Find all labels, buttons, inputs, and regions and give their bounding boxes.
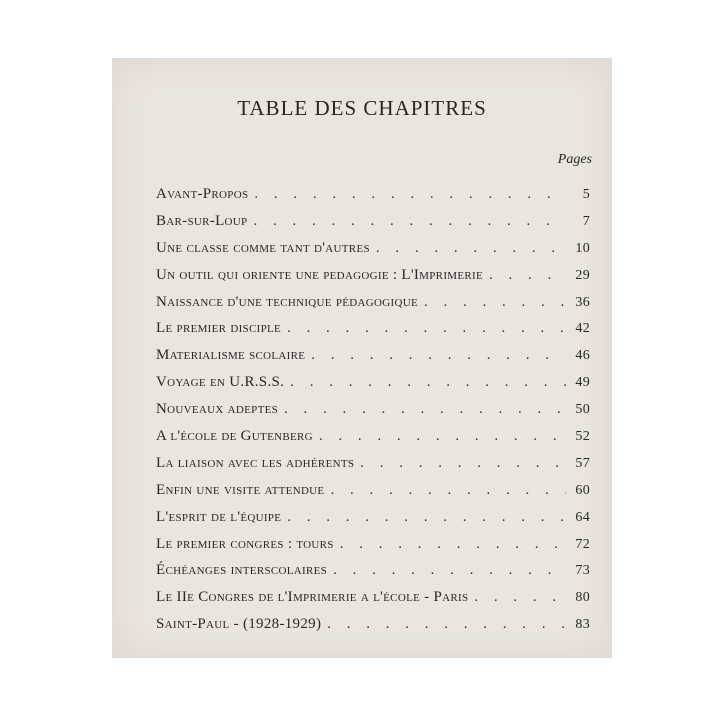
toc-entry: [156, 616, 590, 643]
toc-entry-title: Une classe comme tant d'autres: [156, 239, 370, 256]
dot-leader: [489, 267, 566, 284]
book-page: [112, 58, 612, 658]
toc-entry: [156, 267, 590, 294]
toc-entry: [156, 536, 590, 563]
dot-leader: [360, 455, 566, 472]
toc-entry-title: Échéanges interscolaires: [156, 562, 328, 579]
toc-entry-title: Enfin une visite attendue: [156, 481, 325, 498]
toc-entry-page: 60: [575, 482, 590, 498]
toc-entry-title: Bar-sur-Loup: [156, 212, 248, 229]
dot-leader: [284, 401, 566, 418]
dot-leader: [376, 240, 566, 257]
toc-entry: [156, 589, 590, 616]
dot-leader: [253, 213, 566, 230]
toc-entry-title: Saint-Paul - (1928-1929): [156, 616, 322, 633]
pages-column-header: Pages: [557, 152, 592, 167]
toc-entry-page: 57: [575, 455, 590, 471]
toc-entry-title: Nouveaux adeptes: [156, 401, 279, 418]
toc-entry-title: Le premier disciple: [156, 320, 282, 337]
dot-leader: [327, 616, 566, 633]
toc-entry: [156, 320, 590, 347]
dot-leader: [287, 509, 566, 526]
toc-entry-page: 36: [575, 294, 590, 310]
toc-entry-page: 42: [575, 321, 590, 337]
toc-entry: [156, 428, 590, 455]
dot-leader: [287, 320, 566, 337]
toc-entry-page: 73: [575, 563, 590, 579]
toc-entry: [156, 347, 590, 374]
toc-entry-title: L'esprit de l'équipe: [156, 508, 282, 525]
dot-leader: [330, 482, 566, 499]
dot-leader: [254, 186, 566, 203]
page-title: TABLE DES CHAPITRES: [237, 96, 487, 120]
toc-entry: [156, 240, 590, 267]
dot-leader: [340, 536, 566, 553]
toc-entry-title: Le IIe Congres de l'Imprimerie a l'école - Paris: [156, 589, 469, 606]
toc-entry-page: 50: [575, 402, 590, 418]
toc-entry-title: Le premier congres : tours: [156, 535, 334, 552]
toc-entry-title: Un outil qui oriente une pedagogie : L'Imprimerie: [156, 266, 484, 283]
toc-entry: [156, 186, 590, 213]
toc-entry-page: 52: [575, 429, 590, 445]
dot-leader: [333, 562, 566, 579]
toc-entry: [156, 509, 590, 536]
toc-entry: [156, 213, 590, 240]
toc-entry-page: 5: [582, 187, 590, 202]
toc-entry: [156, 401, 590, 428]
toc-entry: [156, 455, 590, 482]
toc-entry-title: Voyage en U.R.S.S.: [156, 374, 285, 391]
toc-entry: [156, 374, 590, 401]
toc-entry-page: 46: [575, 348, 590, 364]
toc-entry-title: La liaison avec les adhérents: [156, 454, 355, 471]
toc-entry-page: 7: [582, 213, 590, 229]
toc-entry-title: Avant-Propos: [156, 186, 249, 202]
toc-entry: [156, 482, 590, 509]
toc-entry-page: 49: [575, 375, 590, 391]
toc-entry: [156, 562, 590, 589]
dot-leader: [474, 589, 566, 606]
toc-entry-page: 83: [575, 617, 590, 633]
toc-entry-page: 29: [575, 267, 590, 283]
toc-entry-page: 10: [575, 240, 590, 256]
dot-leader: [319, 428, 566, 445]
toc-entry: [156, 294, 590, 321]
dot-leader: [424, 294, 566, 311]
toc-entry-title: Materialisme scolaire: [156, 347, 306, 364]
toc-entry-title: A l'école de Gutenberg: [156, 428, 313, 445]
dot-leader: [311, 347, 566, 364]
toc-entry-title: Naissance d'une technique pédagogique: [156, 293, 418, 310]
toc-entry-page: 72: [575, 536, 590, 552]
dot-leader: [290, 374, 566, 391]
toc-entry-page: 64: [575, 509, 590, 525]
toc-entry-page: 80: [575, 590, 590, 606]
table-of-contents: [156, 186, 590, 643]
